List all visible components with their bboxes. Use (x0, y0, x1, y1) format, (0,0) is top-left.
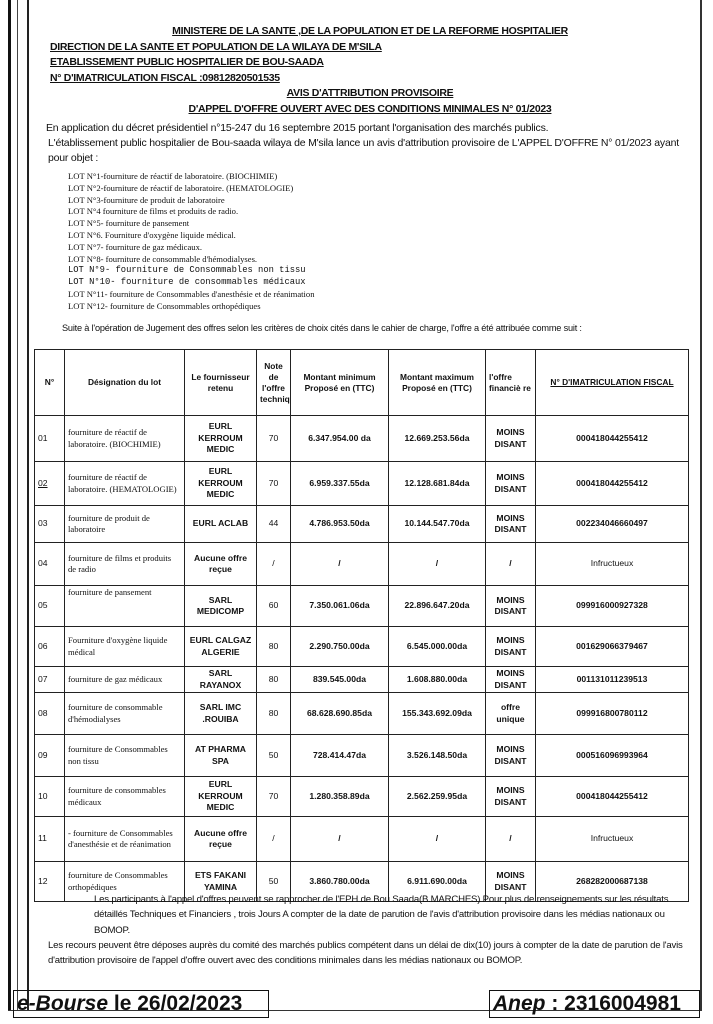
table-row (35, 506, 689, 543)
cell-financial-offer: MOINS DISANT (486, 667, 536, 693)
cell-num: 06 (35, 627, 65, 667)
source-date: le 26/02/2023 (108, 992, 243, 1015)
cell-designation: fourniture de pansement (65, 586, 185, 627)
cell-num: 04 (35, 543, 65, 586)
cell-max-amount: 1.608.880.00da (389, 667, 486, 693)
anep-number: : 2316004981 (545, 992, 681, 1015)
table-row (35, 817, 689, 862)
lot-item: LOT N°1-fourniture de réactif de laboratoire. (BIOCHIMIE) (68, 171, 278, 181)
cell-designation: fourniture de réactif de laboratoire. (BIOCHIMIE) (65, 416, 185, 462)
cell-financial-offer: MOINS DISANT (486, 506, 536, 543)
lot-item: LOT N°9- fourniture de Consommables non tissu (68, 265, 306, 276)
cell-fiscal-id: 099916000927328 (536, 586, 689, 627)
cell-supplier: SARL IMC .ROUIBA (185, 693, 257, 735)
establishment-name: ETABLISSEMENT PUBLIC HOSPITALIER DE BOU-SAADA (50, 56, 324, 68)
lot-item: LOT N°5- fourniture de pansement (68, 218, 190, 229)
cell-supplier: ETS FAKANI YAMINA (185, 862, 257, 902)
cell-supplier: EURL KERROUM MEDIC (185, 777, 257, 817)
cell-financial-offer: MOINS DISANT (486, 627, 536, 667)
cell-min-amount: 4.786.953.50da (291, 506, 389, 543)
cell-designation: - fourniture de Consommables d'anesthésie et de réanimation (65, 817, 185, 862)
cell-financial-offer: MOINS DISANT (486, 586, 536, 627)
cell-fiscal-id: 000418044255412 (536, 416, 689, 462)
header-supplier: Le fournisseur retenu (185, 350, 257, 416)
cell-num: 08 (35, 693, 65, 735)
cell-financial-offer: MOINS DISANT (486, 777, 536, 817)
table-row (35, 543, 689, 586)
cell-designation: fourniture de gaz médicaux (65, 667, 185, 693)
cell-note: 70 (257, 777, 291, 817)
intro-decree: En application du décret présidentiel n°15-247 du 16 septembre 2015 portant l'organisation des marchés publics. (46, 122, 549, 134)
cell-financial-offer: / (486, 817, 536, 862)
direction-name: DIRECTION DE LA SANTE ET POPULATION DE LA WILAYA DE M'SILA (50, 40, 382, 53)
footer-appeal-paragraph: Les recours peuvent être déposes auprès du comité des marchés publics compétent dans un délai de dix(10) jours à compter de la date de parution de l'avis d'attribution provisoire de l'appel d'offre ouvert avec des conditions minimales dans les médias nationaux ou BOMOP. (48, 939, 683, 967)
cell-min-amount: 6.347.954.00 da (291, 416, 389, 462)
anep-reference-stamp (489, 990, 700, 1018)
page-border-right (700, 0, 702, 1010)
cell-note: 70 (257, 462, 291, 506)
lot-item: LOT N°7- fourniture de gaz médicaux. (68, 241, 203, 252)
table-row (35, 416, 689, 462)
cell-designation: fourniture de consommable d'hémodialyses (65, 693, 185, 735)
cell-supplier: EURL ACLAB (185, 506, 257, 543)
cell-note: / (257, 543, 291, 586)
attribution-statement: Suite à l'opération de Jugement des offres selon les critères de choix cités dans le cahier de charge, l'offre a été attribuée comme suit : (62, 323, 582, 333)
cell-designation: fourniture de films et produits de radio (65, 543, 185, 586)
cell-supplier: EURL KERROUM MEDIC (185, 416, 257, 462)
cell-note: 80 (257, 627, 291, 667)
attribution-table (34, 349, 689, 902)
cell-num: 10 (35, 777, 65, 817)
cell-supplier: SARL RAYANOX (185, 667, 257, 693)
cell-financial-offer: / (486, 543, 536, 586)
cell-note: 50 (257, 862, 291, 902)
cell-max-amount: 22.896.647.20da (389, 586, 486, 627)
cell-fiscal-id: 001131011239513 (536, 667, 689, 693)
cell-financial-offer: MOINS DISANT (486, 416, 536, 462)
anep-label: Anep (493, 992, 546, 1015)
table-header-row (35, 350, 689, 416)
cell-designation: fourniture de réactif de laboratoire. (HEMATOLOGIE) (65, 462, 185, 506)
publication-source-stamp (13, 990, 269, 1018)
cell-financial-offer: MOINS DISANT (486, 462, 536, 506)
table-row (35, 462, 689, 506)
cell-designation: fourniture de produit de laboratoire (65, 506, 185, 543)
cell-num: 09 (35, 735, 65, 777)
cell-note: / (257, 817, 291, 862)
cell-supplier: SARL MEDICOMP (185, 586, 257, 627)
table-row (35, 735, 689, 777)
cell-min-amount: 1.280.358.89da (291, 777, 389, 817)
cell-max-amount: 10.144.547.70da (389, 506, 486, 543)
header-min-amount: Montant minimum Proposé en (TTC) (291, 350, 389, 416)
header-fiscal-id (536, 350, 689, 416)
cell-num: 07 (35, 667, 65, 693)
lot-item: LOT N°4 fourniture de films et produits de radio. (68, 206, 239, 217)
source-name: e-Bourse (17, 992, 109, 1015)
cell-note: 60 (257, 586, 291, 627)
lot-item: LOT N°12- fourniture de Consommables orthopédiques (68, 300, 261, 311)
cell-designation: Fourniture d'oxygène liquide médical (65, 627, 185, 667)
cell-min-amount: 839.545.00da (291, 667, 389, 693)
cell-supplier: Aucune offre reçue (185, 817, 257, 862)
header-num: N° (35, 350, 65, 416)
cell-note: 80 (257, 667, 291, 693)
header-designation: Désignation du lot (65, 350, 185, 416)
lot-item: LOT N°10- fourniture de consommables médicaux (68, 277, 306, 288)
cell-fiscal-id: 000418044255412 (536, 777, 689, 817)
header-fiscal-id-label: N° D'IMATRICULATION FISCAL (550, 377, 674, 387)
page-border-left-thick (8, 0, 11, 1010)
cell-min-amount: 728.414.47da (291, 735, 389, 777)
lot-item: LOT N°11- fourniture de Consommables d'anesthésie et de réanimation (68, 288, 315, 299)
cell-max-amount: 3.526.148.50da (389, 735, 486, 777)
lot-item: LOT N°3-fourniture de produit de laboratoire (68, 194, 225, 205)
cell-note: 70 (257, 416, 291, 462)
header-max-amount: Montant maximum Proposé en (TTC) (389, 350, 486, 416)
cell-num: 05 (35, 586, 65, 627)
cell-min-amount: / (291, 543, 389, 586)
cell-supplier: Aucune offre reçue (185, 543, 257, 586)
cell-fiscal-id: 000418044255412 (536, 462, 689, 506)
cell-supplier: EURL KERROUM MEDIC (185, 462, 257, 506)
cell-max-amount: 2.562.259.95da (389, 777, 486, 817)
notice-title: AVIS D'ATTRIBUTION PROVISOIRE (286, 87, 454, 99)
cell-fiscal-id: 268282000687138 (536, 862, 689, 902)
intro-text (40, 121, 690, 166)
cell-min-amount: 6.959.337.55da (291, 462, 389, 506)
cell-min-amount: 2.290.750.00da (291, 627, 389, 667)
cell-max-amount: 155.343.692.09da (389, 693, 486, 735)
cell-num: 01 (35, 416, 65, 462)
cell-min-amount: / (291, 817, 389, 862)
cell-num: 12 (35, 862, 65, 902)
footer-info-paragraph: Les participants à l'appel d'offres peuvent se rapprocher de l'EPH de Bou Saada(B.MARCHES) Pour plus de renseignements sur les résultats détaillés Techniques et Financiers , trois Jours A compter de la date de parution de l'avis d'attribution provisoire dans les médias nationaux ou BOMOP. (94, 894, 669, 936)
cell-designation: fourniture de consommables médicaux (65, 777, 185, 817)
page-border-left-inner (27, 0, 29, 1010)
cell-num: 02 (35, 462, 65, 506)
notice-subtitle: D'APPEL D'OFFRE OUVERT AVEC DES CONDITIONS MINIMALES N° 01/2023 (188, 102, 552, 115)
cell-min-amount: 7.350.061.06da (291, 586, 389, 627)
cell-max-amount: 6.911.690.00da (389, 862, 486, 902)
cell-note: 44 (257, 506, 291, 543)
page-border-left-thin (17, 0, 18, 1010)
cell-min-amount: 68.628.690.85da (291, 693, 389, 735)
footer-text (44, 892, 684, 968)
cell-supplier: EURL CALGAZ ALGERIE (185, 627, 257, 667)
table-row (35, 693, 689, 735)
cell-fiscal-id: 002234046660497 (536, 506, 689, 543)
cell-financial-offer: MOINS DISANT (486, 735, 536, 777)
table-row (35, 586, 689, 627)
cell-max-amount: 12.128.681.84da (389, 462, 486, 506)
cell-fiscal-id: 099916800780112 (536, 693, 689, 735)
cell-designation: fourniture de Consommables non tissu (65, 735, 185, 777)
cell-fiscal-id: 000516096993964 (536, 735, 689, 777)
cell-designation: fourniture de Consommables orthopédiques (65, 862, 185, 902)
lot-item: LOT N°2-fourniture de réactif de laboratoire. (HEMATOLOGIE) (68, 182, 294, 193)
cell-note: 80 (257, 693, 291, 735)
cell-max-amount: / (389, 543, 486, 586)
cell-min-amount: 3.860.780.00da (291, 862, 389, 902)
intro-object: L'établissement public hospitalier de Bou-saada wilaya de M'sila lance un avis d'attribution provisoire de L'APPEL D'OFFRE N° 01/2023 ayant pour objet : (48, 137, 679, 164)
lot-item: LOT N°6. Fourniture d'oxygène liquide médical. (68, 229, 236, 240)
cell-financial-offer: MOINS DISANT (486, 862, 536, 902)
table-row (35, 627, 689, 667)
cell-max-amount: / (389, 817, 486, 862)
table-row (35, 667, 689, 693)
cell-max-amount: 12.669.253.56da (389, 416, 486, 462)
ministry-name: MINISTERE DE LA SANTE ,DE LA POPULATION ET DE LA REFORME HOSPITALIER (172, 25, 568, 37)
lot-item: LOT N°8- fourniture de consommable d'hémodialyses. (68, 253, 258, 264)
lots-list (68, 171, 668, 313)
cell-note: 50 (257, 735, 291, 777)
cell-num: 11 (35, 817, 65, 862)
cell-max-amount: 6.545.000.00da (389, 627, 486, 667)
cell-fiscal-id: Infructueux (536, 543, 689, 586)
cell-supplier: AT PHARMA SPA (185, 735, 257, 777)
establishment-fiscal-id: N° D'IMATRICULATION FISCAL :09812820501535 (50, 71, 280, 84)
document-header (40, 24, 700, 117)
cell-fiscal-id: Infructueux (536, 817, 689, 862)
cell-financial-offer: offre unique (486, 693, 536, 735)
header-financial-offer: l'offre financiè re (486, 350, 536, 416)
header-note: Note de l'offre techniq (257, 350, 291, 416)
table-row (35, 777, 689, 817)
cell-num: 03 (35, 506, 65, 543)
cell-fiscal-id: 001629066379467 (536, 627, 689, 667)
